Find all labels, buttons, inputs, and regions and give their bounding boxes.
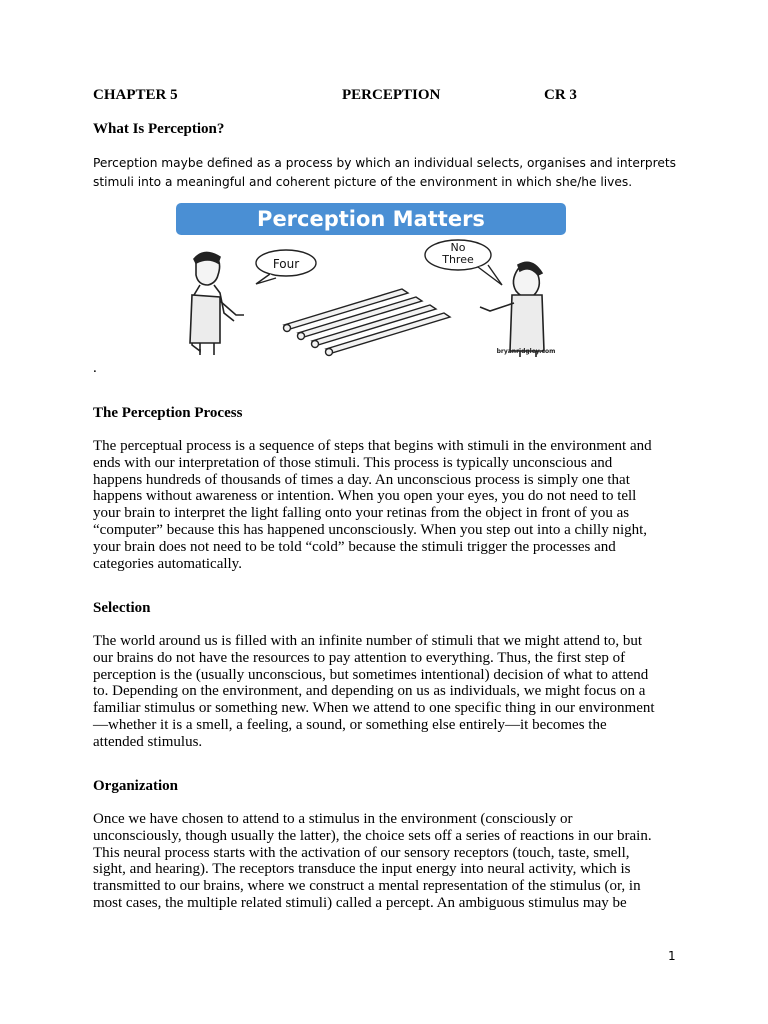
paragraph-line: transmitted to our brains, where we construct a mental representation of the stimulus (or, in — [93, 878, 641, 895]
paragraph-line: to. Depending on the environment, and depending on us as individuals, we might focus on a — [93, 683, 646, 700]
chapter-topic: PERCEPTION — [342, 87, 441, 103]
paragraph-line: happens without awareness or intention. When you open your eyes, you do not need to tell — [93, 488, 637, 505]
right-bubble-line-1: No — [450, 241, 466, 254]
section-title-organization: Organization — [93, 778, 178, 794]
banner-title: Perception Matters — [257, 207, 485, 231]
right-bubble-line-2: Three — [442, 253, 474, 266]
section-title-perception-process: The Perception Process — [93, 405, 243, 421]
paragraph-line: familiar stimulus or something new. When we attend to one specific thing in our environment — [93, 700, 655, 717]
cartoon-credit: bryanridgley.com — [496, 348, 556, 355]
paragraph-line: most cases, the multiple related stimuli) called a percept. An ambiguous stimulus may be — [93, 894, 627, 911]
chapter-header — [93, 87, 693, 107]
paragraph-line: perception is the (usually unconscious, but sometimes intentional) decision of what to attend — [93, 666, 649, 683]
paragraph-line: —whether it is a smell, a feeling, a sound, or something else entirely—it becomes the — [93, 716, 607, 733]
paragraph-line: your brain to interpret the light falling onto your retinas from the object in front of you as — [93, 505, 630, 522]
paragraph-line: happens hundreds of thousands of times a day. An unconscious process is simply one that — [93, 471, 630, 488]
section-title-what-is-perception: What Is Perception? — [93, 121, 225, 137]
course-code: CR 3 — [544, 87, 577, 103]
paragraph-line: unconsciously, though usually the latter), the choice sets off a series of reactions in our brain. — [93, 827, 652, 844]
perception-matters-cartoon — [174, 201, 569, 359]
paragraph-line: ends with our interpretation of those stimuli. This process is typically unconscious and — [93, 454, 613, 471]
left-bubble-text: Four — [272, 257, 300, 271]
paragraph-line: The perceptual process is a sequence of steps that begins with stimuli in the environment and — [93, 438, 652, 454]
paragraph-line: This neural process starts with the activation of our sensory receptors (touch, taste, smell, — [93, 844, 630, 861]
paragraph-line: The world around us is filled with an infinite number of stimuli that we might attend to, but — [93, 633, 643, 649]
paragraph-line: Once we have chosen to attend to a stimulus in the environment (consciously or — [93, 811, 573, 827]
paragraph-line: our brains do not have the resources to pay attention to everything. Thus, the first step of — [93, 649, 626, 666]
perception-process-paragraph — [93, 438, 683, 572]
paragraph-line: sight, and hearing). The receptors transduce the input energy into neural activity, which is — [93, 861, 631, 878]
page-number: 1 — [668, 949, 676, 963]
paragraph-line: categories automatically. — [93, 555, 242, 572]
paragraph-line: “computer” because this has happened unconsciously. When you step out into a chilly night, — [93, 521, 648, 538]
chapter-label: CHAPTER 5 — [93, 87, 178, 103]
stray-period: . — [93, 360, 97, 376]
section-title-selection: Selection — [93, 600, 151, 616]
paragraph-line: your brain does not need to be told “cold” because the stimuli trigger the processes and — [93, 538, 616, 555]
perception-definition: Perception maybe defined as a process by which an individual selects, organises and interprets stimuli into a meaningful and coherent picture of the environment in which she/he lives. — [93, 156, 676, 189]
selection-paragraph — [93, 633, 683, 751]
paragraph-line: attended stimulus. — [93, 733, 203, 750]
organization-paragraph — [93, 811, 683, 912]
